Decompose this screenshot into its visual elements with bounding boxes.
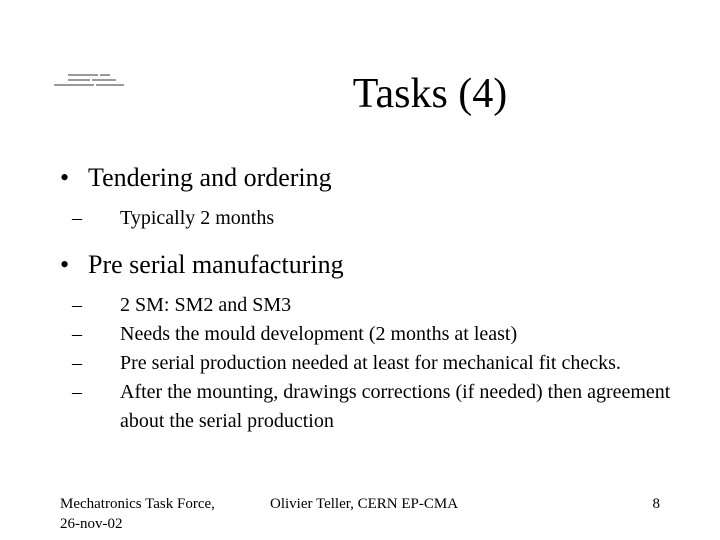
dash-icon: – — [72, 352, 82, 374]
slide-title: Tasks (4) — [352, 71, 508, 117]
sub-bullet-text: Needs the mould development (2 months at least) — [120, 323, 518, 345]
footer-date: 26-nov-02 — [60, 516, 123, 532]
bullet-dot-icon: • — [60, 163, 70, 192]
page-number: 8 — [652, 496, 660, 512]
bullet-text: Pre serial manufacturing — [88, 250, 344, 279]
footer-left — [60, 494, 215, 534]
sub-bullet-text: Typically 2 months — [120, 207, 275, 229]
sub-bullet-text: 2 SM: SM2 and SM3 — [120, 294, 292, 316]
sub-bullet-item — [60, 349, 680, 378]
dash-icon: – — [72, 294, 82, 316]
bullet-item — [60, 160, 680, 196]
footer-author: Olivier Teller, CERN EP-CMA — [270, 496, 459, 512]
bullet-text: Tendering and ordering — [88, 163, 332, 192]
bullet-list — [60, 160, 680, 436]
bullet-item — [60, 247, 680, 283]
placeholder-logo-icon — [52, 72, 132, 94]
sub-bullet-item — [60, 320, 680, 349]
bullet-dot-icon: • — [60, 250, 70, 279]
dash-icon: – — [72, 381, 82, 403]
dash-icon: – — [72, 207, 82, 229]
sub-bullet-item — [60, 204, 680, 233]
sub-bullet-text: Pre serial production needed at least for mechanical fit checks. — [120, 352, 621, 374]
footer-event: Mechatronics Task Force, — [60, 496, 215, 512]
sub-bullet-text: After the mounting, drawings corrections (if needed) then agreement about the serial production — [120, 381, 671, 432]
sub-bullet-item — [60, 378, 680, 436]
sub-bullet-item — [60, 291, 680, 320]
dash-icon: – — [72, 323, 82, 345]
